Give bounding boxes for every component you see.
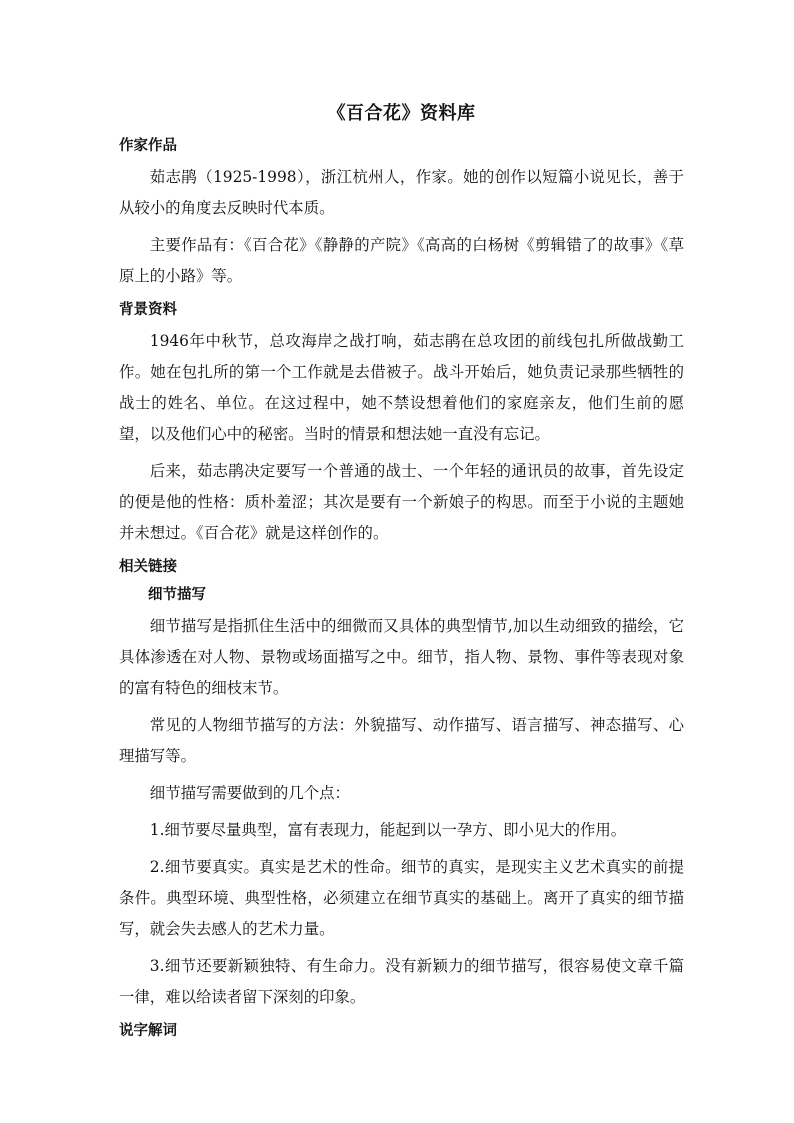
paragraph: 主要作品有：《百合花》《静静的产院》《高高的白杨树《剪辑错了的故事》《草原上的小路》等。	[119, 236, 684, 285]
list-item: 1.细节要尽量典型，富有表现力，能起到以一孕方、即小见大的作用。	[149, 821, 627, 839]
paragraph: 常见的人物细节描写的方法：外貌描写、动作描写、语言描写、神态描写、心理描写等。	[119, 716, 684, 765]
subheading-detail-description: 细节描写	[148, 587, 206, 603]
section-heading-works: 作家作品	[119, 138, 177, 154]
paragraph: 后来，茹志鹃决定要写一个普通的战士、一个年轻的通讯员的故事，首先设定的便是他的性格：质朴羞涩；其次是要有一个新娘子的构思。而至于小说的主题她并未想过。《百合花》就是这样创作的。	[119, 462, 684, 542]
paragraph: 茹志鹃（1925-1998），浙江杭州人，作家。她的创作以短篇小说见长，善于从较小的角度去反映时代本质。	[119, 168, 684, 217]
document-page	[119, 96, 684, 1047]
section-heading-background: 背景资料	[119, 302, 177, 318]
document-title: 《百合花》资料库	[327, 103, 476, 124]
section-heading-words: 说字解词	[119, 1023, 177, 1039]
paragraph: 细节描写需要做到的几个点：	[149, 784, 350, 802]
section-heading-links: 相关链接	[119, 559, 177, 575]
paragraph: 细节描写是指抓住生活中的细微而又具体的典型情节,加以生动细致的描绘，它具体渗透在对人物、景物或场面描写之中。细节，指人物、景物、事件等表现对象的富有特色的细枝末节。	[119, 617, 684, 697]
list-item: 3.细节还要新颖独特、有生命力。没有新颖力的细节描写，很容易使文章千篇一律，难以给读者留下深刻的印象。	[119, 957, 684, 1006]
list-item: 2.细节要真实。真实是艺术的性命。细节的真实，是现实主义艺术真实的前提条件。典型环境、典型性格，必须建立在细节真实的基础上。离开了真实的细节描写，就会失去感人的艺术力量。	[119, 858, 684, 938]
paragraph: 1946年中秋节，总攻海岸之战打响，茹志鹃在总攻团的前线包扎所做战勤工作。她在包扎所的第一个工作就是去借被子。战斗开始后，她负责记录那些牺牲的战士的姓名、单位。在这过程中，她不禁设想着他们的家庭亲友，他们生前的愿望，以及他们心中的秘密。当时的情景和想法她一直没有忘记。	[119, 332, 684, 443]
